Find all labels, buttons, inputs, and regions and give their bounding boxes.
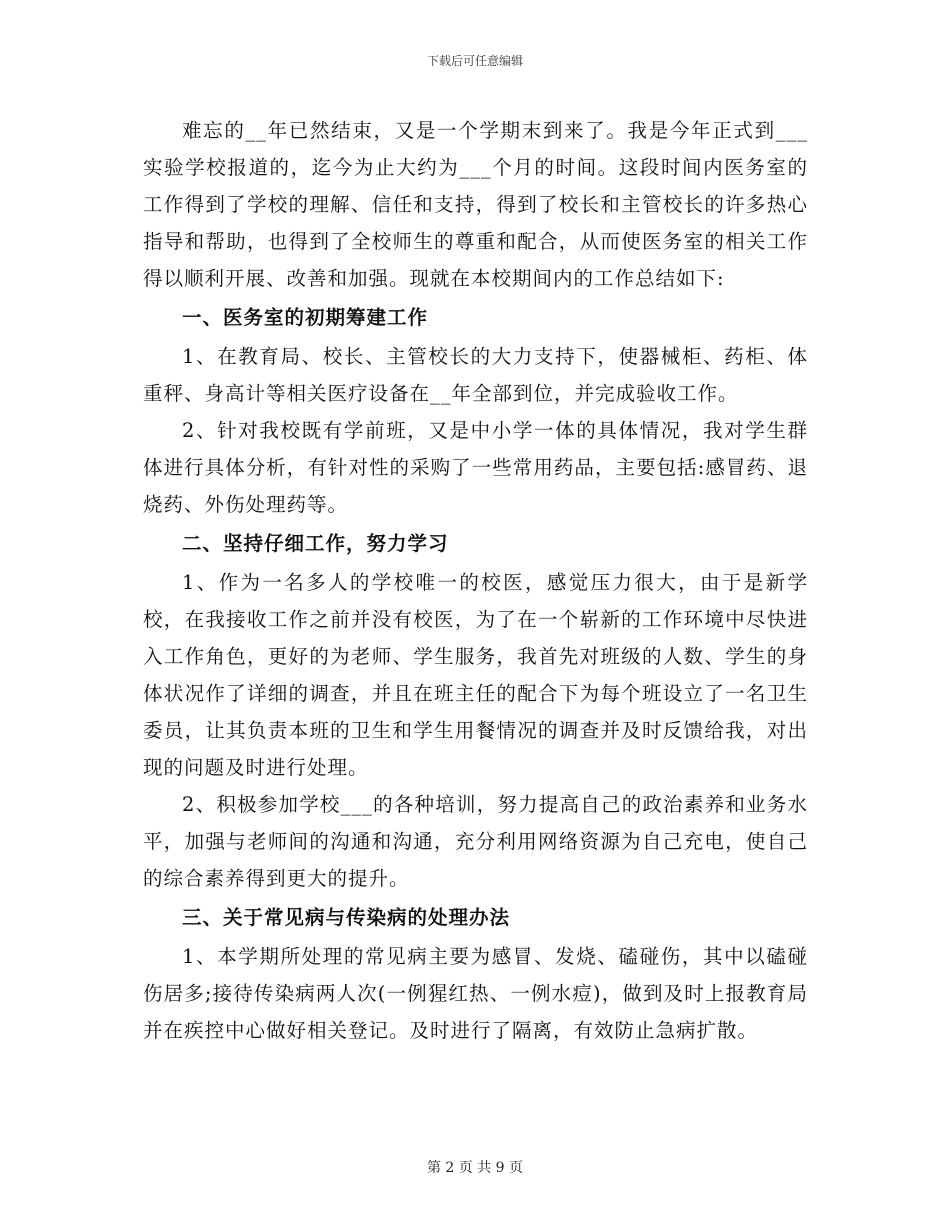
section-heading-3: 三、关于常见病与传染病的处理办法 (182, 906, 511, 929)
section-2-item-1: 1、作为一名多人的学校唯一的校医，感觉压力很大，由于是新学校，在我接收工作之前并没有校医，为了在一个崭新的工作环境中尽快进入工作角色，更好的为老师、学生服务，我首先对班级的人数、学生的身体状况作了详细的调查，并且在班主任的配合下为每个班设立了一名卫生委员，让其负责本班的卫生和学生用餐情况的调查并及时反馈给我，对出现的问题及时进行处理。 (143, 571, 808, 779)
page-header-note: 下载后可任意编辑 (426, 54, 523, 68)
document-body (143, 112, 808, 1049)
intro-paragraph: 难忘的__年已然结束，又是一个学期末到来了。我是今年正式到___实验学校报道的，迄今为止大约为___个月的时间。这段时间内医务室的工作得到了学校的理解、信任和支持，得到了校长和主管校长的许多热心指导和帮助，也得到了全校师生的尊重和配合，从而使医务室的相关工作得以顺利开展、改善和加强。现就在本校期间内的工作总结如下: (143, 119, 808, 290)
section-heading-2: 二、坚持仔细工作，努力学习 (182, 532, 449, 555)
section-heading-1: 一、医务室的初期筹建工作 (182, 306, 429, 329)
section-2-item-2: 2、积极参加学校___的各种培训，努力提高自己的政治素养和业务水平，加强与老师间的沟通和沟通，充分利用网络资源为自己充电，使自己的综合素养得到更大的提升。 (143, 793, 808, 890)
section-3-item-1: 1、本学期所处理的常见病主要为感冒、发烧、磕碰伤，其中以磕碰伤居多;接待传染病两人次(一例猩红热、一例水痘)，做到及时上报教育局并在疾控中心做好相关登记。及时进行了隔离，有效防止急病扩散。 (143, 945, 808, 1042)
page-number: 第 2 页 共 9 页 (426, 1160, 524, 1176)
section-1-item-2: 2、针对我校既有学前班，又是中小学一体的具体情况，我对学生群体进行具体分析，有针对性的采购了一些常用药品，主要包括:感冒药、退烧药、外伤处理药等。 (143, 419, 808, 516)
section-1-item-1: 1、在教育局、校长、主管校长的大力支持下，使器械柜、药柜、体重秤、身高计等相关医疗设备在__年全部到位，并完成验收工作。 (143, 345, 808, 405)
